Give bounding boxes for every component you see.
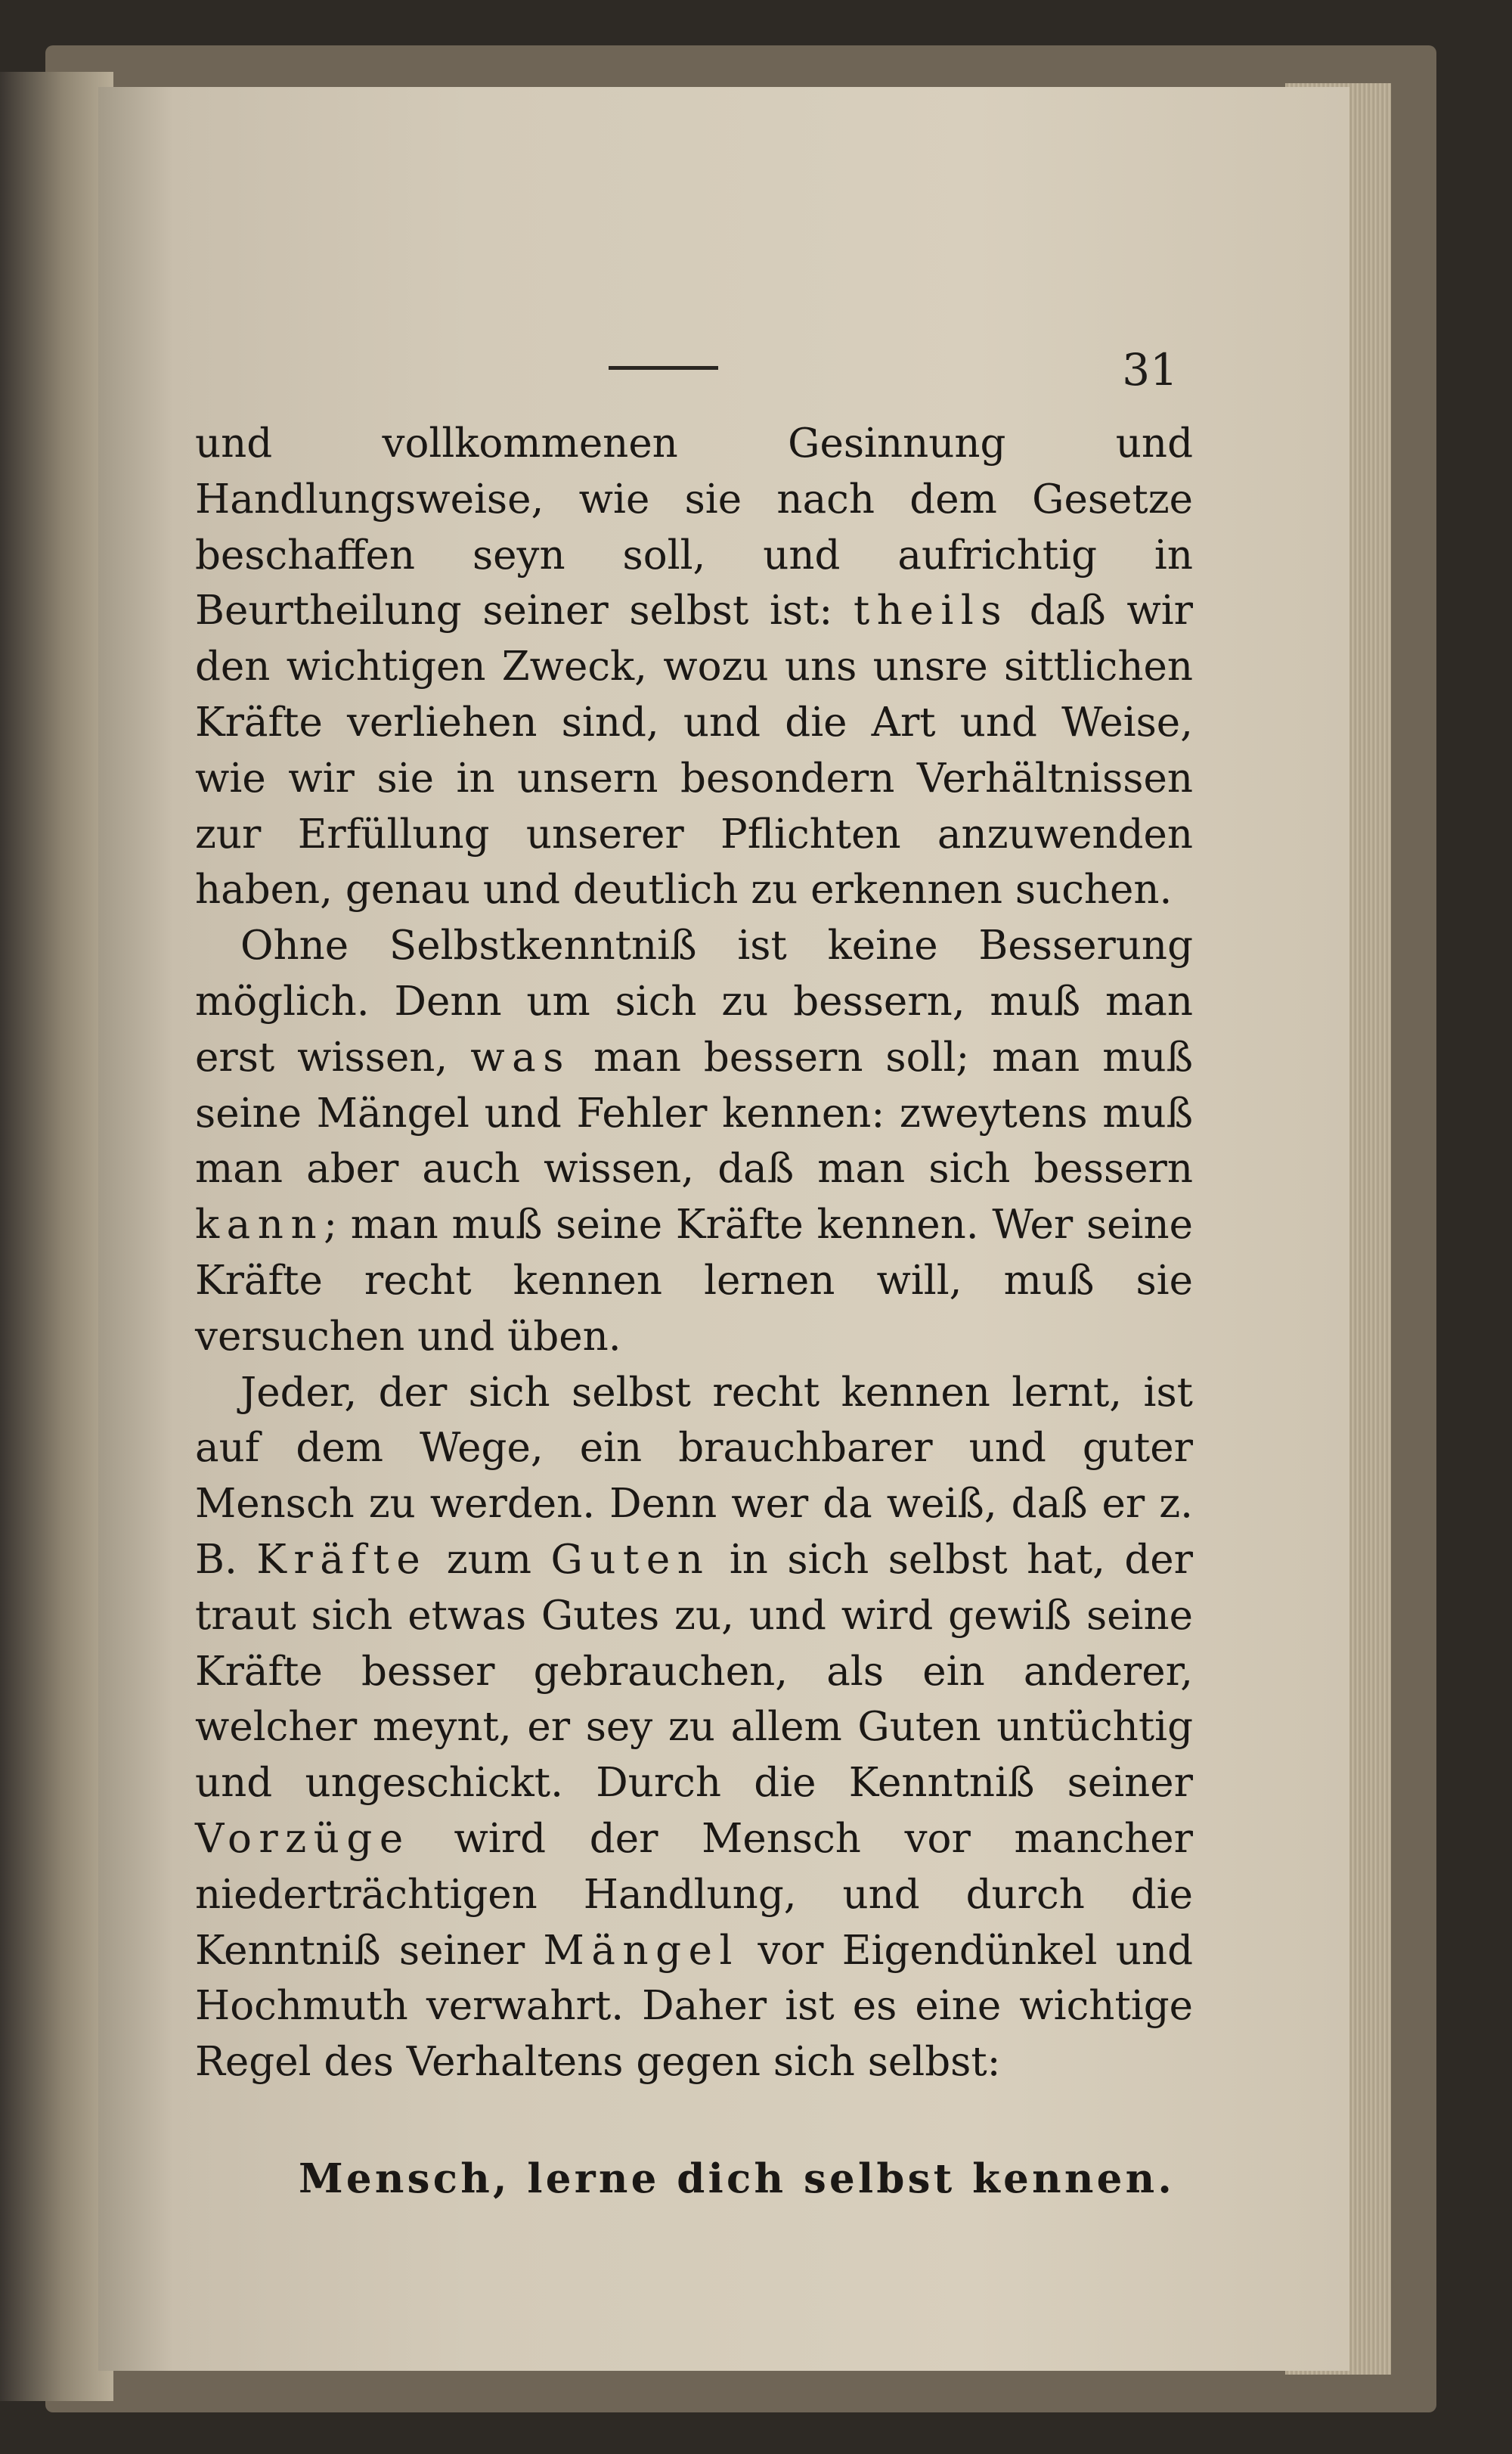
emphasis-spaced: kann [195,1202,324,1249]
emphasis-spaced: was [470,1034,571,1081]
page-number: 31 [1122,344,1178,396]
emphasis-spaced: Kräfte [256,1536,428,1583]
paragraph-2: Ohne Selbstkenntniß ist keine Besserung möglich. Denn um sich zu bessern, muß man erst wissen, was man bessern soll; man muß seine Mängel und Fehler kennen: zweytens muß man aber auch wissen, daß man sich bessern kann; man muß seine Kräfte kennen. Wer seine Kräfte recht kennen lernen will, muß sie versuchen und üben. [195,923,1194,1360]
emphasis-spaced: Guten [550,1536,711,1583]
header-rule [609,366,718,370]
facing-page-edge [0,72,113,2401]
motto: Mensch, lerne dich selbst kennen. [299,2155,1176,2202]
body-text [195,416,1193,2090]
paragraph-1: und vollkommenen Gesinnung und Handlungsweise, wie sie nach dem Gesetze beschaffen seyn soll, und aufrichtig in Beurtheilung seiner selbst ist: theils daß wir den wichtigen Zweck, wozu uns unsre sittlichen Kräfte verliehen sind, und die Art und Weise, wie wir sie in unsern besondern Verhältnissen zur Erfüllung unserer Pflichten anzuwenden haben, genau und deutlich zu erkennen suchen. [195,420,1193,914]
paragraph-3: Jeder, der sich selbst recht kennen lernt, ist auf dem Wege, ein brauchbarer und guter Mensch zu werden. Denn wer da weiß, daß er z. B. Kräfte zum Guten in sich selbst hat, der traut sich etwas Gutes zu, und wird gewiß seine Kräfte besser gebrauchen, als ein anderer, welcher meynt, er sey zu allem Guten untüchtig und ungeschickt. Durch die Kenntniß seiner Vorzüge wird der Mensch vor mancher niederträchtigen Handlung, und durch die Kenntniß seiner Mängel vor Eigendünkel und Hochmuth verwahrt. Daher ist es eine wichtige Regel des Verhaltens gegen sich selbst: [195,1369,1193,2086]
book-page [98,87,1349,2371]
emphasis-spaced: Mängel [543,1927,740,1974]
emphasis-spaced: theils [853,588,1009,634]
emphasis-spaced: Vorzüge [195,1815,411,1862]
